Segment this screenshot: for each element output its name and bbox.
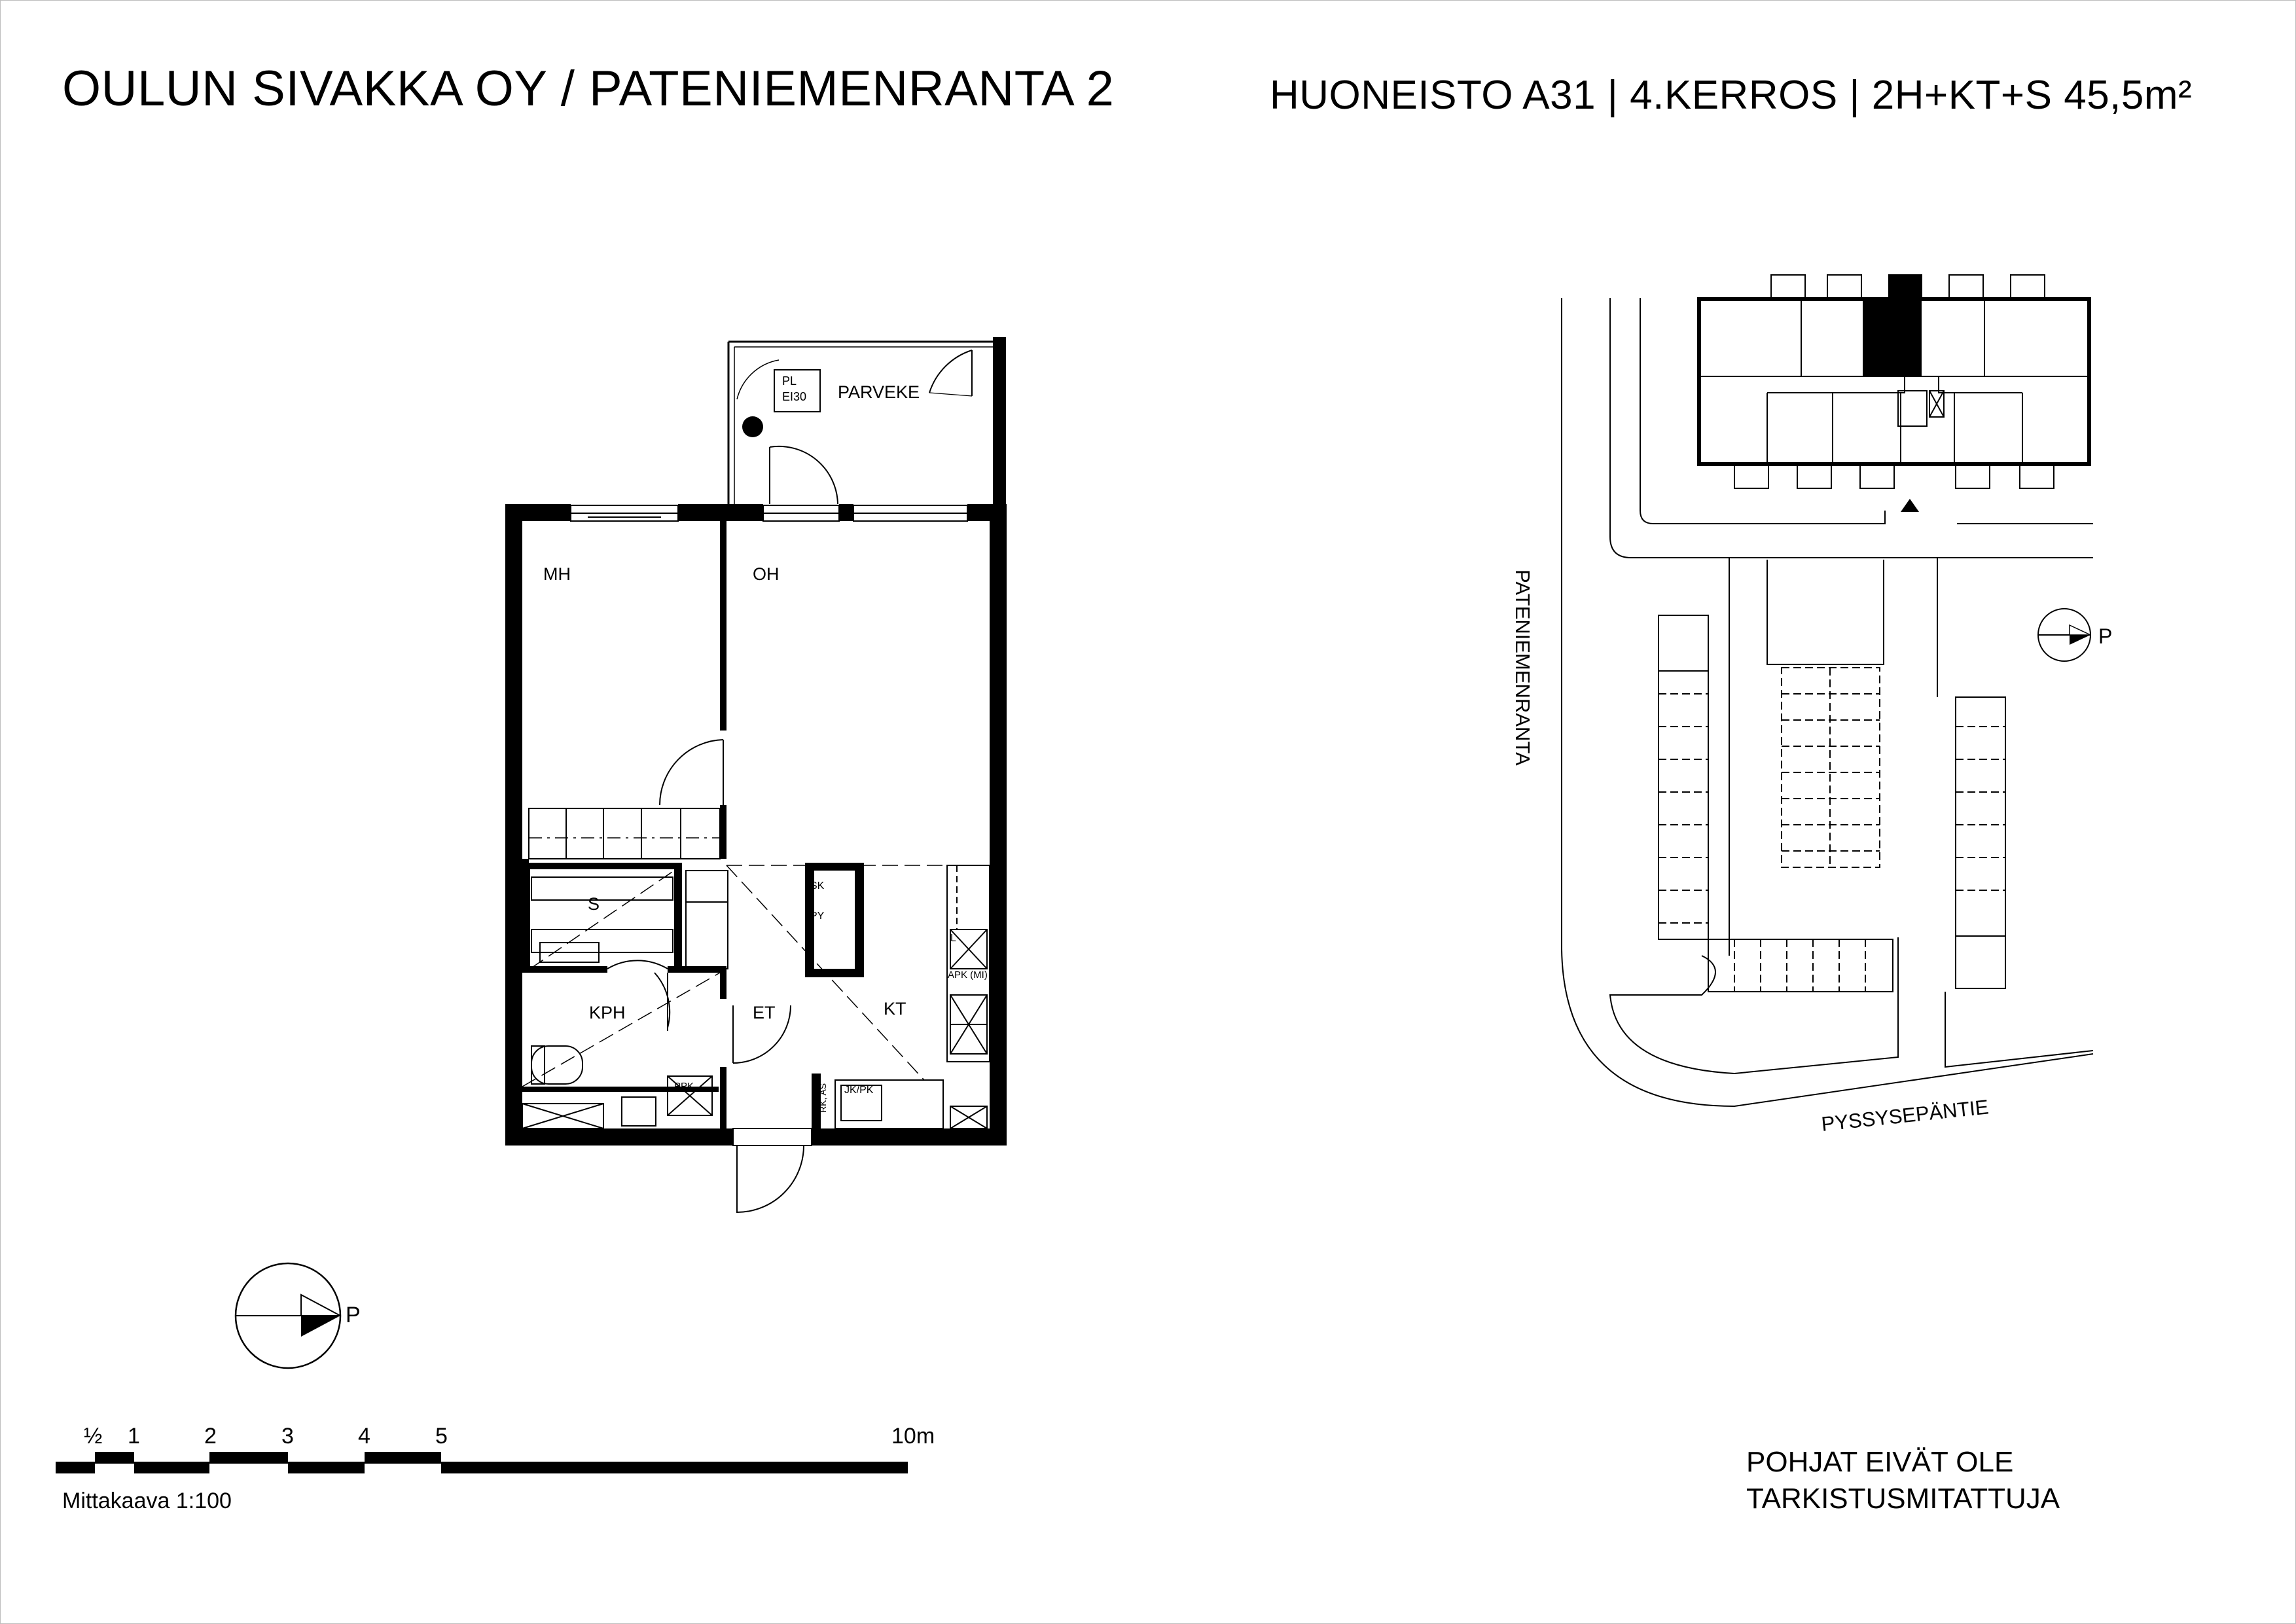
exterior-walls [505,337,1007,1146]
kitchen-counter [686,865,990,1128]
fixture-l: L [950,933,956,944]
entrance-marker-icon [1901,499,1919,512]
disclaimer-line-2: TARKISTUSMITATTUJA [1746,1483,2060,1515]
room-label-balcony: PARVEKE [838,382,920,402]
parking-center [1782,668,1880,867]
parking-right [1956,697,2005,988]
fixture-py: PY [810,911,825,922]
project-title: OULUN SIVAKKA OY / PATENIEMENRANTA 2 [62,61,1115,117]
scale-caption: Mittakaava 1:100 [62,1489,232,1513]
scale-tick-5: 5 [435,1424,448,1449]
scale-tick-4: 4 [358,1424,370,1449]
parking-bottom [1708,939,1893,992]
apartment-floor-plan [505,337,1007,1212]
street-edge-inner [1610,298,2093,558]
room-label-kitchen: KT [884,999,906,1019]
room-label-entry: ET [753,1003,776,1022]
bedroom-door [660,740,723,805]
site-plan [1511,275,2112,1136]
compass-north-label: P [346,1303,361,1327]
disclaimer-line-1: POHJAT EIVÄT OLE [1746,1446,2014,1478]
room-label-bathroom: KPH [589,1003,626,1022]
scale-tick-half: ½ [84,1424,103,1449]
street-label-south: PYSSYSEPÄNTIE [1820,1095,1990,1136]
fixture-jk-pk: JK/PK [844,1085,874,1096]
building [1699,275,2089,512]
apartment-info: HUONEISTO A31 | 4.KERROS | 2H+KT+S 45,5m² [1270,73,2193,118]
fixture-rk-as: RK, AS [817,1083,828,1113]
entry-door [733,1005,812,1212]
scale-ticks [84,1424,935,1449]
scale-tick-10m: 10m [891,1424,935,1449]
room-label-living: OH [753,564,780,584]
bathroom-interior [522,973,720,1126]
site-compass [2038,609,2112,661]
room-label-sauna: S [588,894,600,914]
room-labels [543,374,988,1113]
sauna-interior [530,871,674,969]
scale-tick-2: 2 [204,1424,217,1449]
scale-bar [56,1424,935,1513]
scale-tick-3: 3 [281,1424,294,1449]
street-label-west: PATENIEMENRANTA [1511,569,1534,766]
room-label-bedroom: MH [543,564,571,584]
pl-label: PL [782,374,797,388]
site-compass-north-label: P [2098,624,2113,648]
parking-left [1659,615,1708,939]
interior-walls [522,521,864,1132]
scale-tick-1: 1 [128,1424,140,1449]
street-edge-west [1562,298,2093,1106]
wardrobes [529,808,720,859]
drain-icon [742,416,763,437]
compass [236,1263,361,1368]
fixture-ppk: PPK [674,1081,694,1092]
fixture-sk: SK [810,880,825,892]
fixture-apk-mi: APK (MI) [948,969,988,981]
balcony-outline [728,342,993,504]
disclaimer [1746,1446,2060,1515]
pl-class-label: EI30 [782,390,807,403]
windows [571,505,967,521]
bath-storage [522,1104,603,1128]
